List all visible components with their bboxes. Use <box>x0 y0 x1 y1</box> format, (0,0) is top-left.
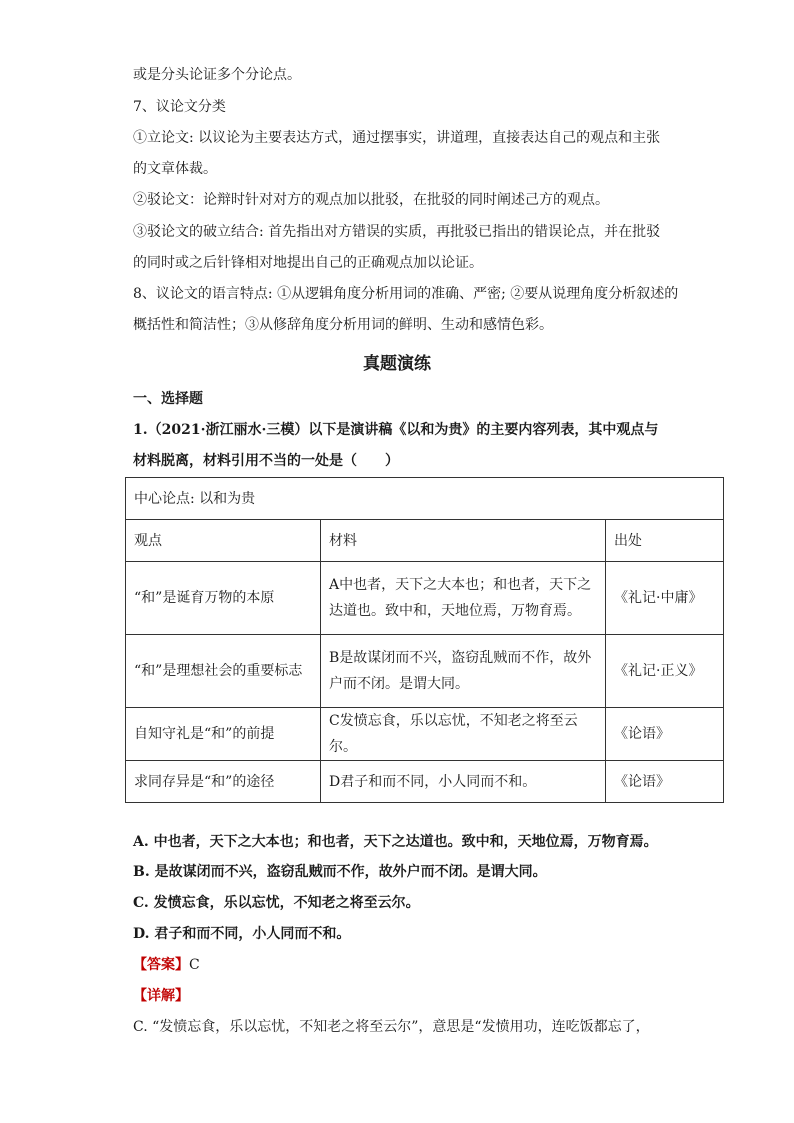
item-8a: 8、议论文的语言特点: ①从逻辑角度分析用词的准确、严密; ②要从说理角度分析叙述的 <box>133 286 679 302</box>
row-view: “和”是理想社会的重要标志 <box>126 635 321 708</box>
row-view: 自知守礼是“和”的前提 <box>126 708 321 761</box>
row-view: 求同存异是“和”的途径 <box>126 761 321 803</box>
subsection-heading: 一、选择题 <box>133 391 203 407</box>
material-line: 户而不闭。是谓大同。 <box>329 676 469 692</box>
section-title: 真题演练 <box>363 354 431 374</box>
header-material: 材料 <box>321 520 606 562</box>
table-title-row <box>126 478 724 520</box>
row-source: 《论语》 <box>606 708 724 761</box>
table-header-row <box>126 520 724 562</box>
material-line: 达道也。致中和，天地位焉，万物育焉。 <box>329 603 581 619</box>
detail-heading: 【详解】 <box>133 988 189 1004</box>
row-material <box>321 635 606 708</box>
option-d: D. 君子和而不同，小人同而不和。 <box>133 926 351 942</box>
material-line: A中也者，天下之大本也；和也者，天下之 <box>329 577 592 593</box>
answer-value: C <box>189 957 200 973</box>
row-source: 《礼记·中庸》 <box>606 562 724 635</box>
row-material: C发愤忘食，乐以忘忧，不知老之将至云尔。 <box>321 708 606 761</box>
table-title: 中心论点: 以和为贵 <box>126 478 724 520</box>
item-8b: 概括性和简洁性；③从修辞角度分析用词的鲜明、生动和感情色彩。 <box>133 317 553 333</box>
item-1a: ①立论文: 以议论为主要表达方式，通过摆事实，讲道理，直接表达自己的观点和主张 <box>133 130 661 146</box>
item-1b: 的文章体裁。 <box>133 161 217 177</box>
answer-label: 【答案】 <box>133 957 189 973</box>
question-line-1: 1.（2021·浙江丽水·三模）以下是演讲稿《以和为贵》的主要内容列表，其中观点与 <box>133 422 659 438</box>
item-3a: ③驳论文的破立结合: 首先指出对方错误的实质，再批驳已指出的错误论点，并在批驳 <box>133 224 661 240</box>
option-c: C. 发愤忘食，乐以忘忧，不知老之将至云尔。 <box>133 895 420 911</box>
option-b: B. 是故谋闭而不兴，盗窃乱贼而不作，故外户而不闭。是谓大同。 <box>133 864 547 880</box>
option-a: A. 中也者，天下之大本也；和也者，天下之达道也。致中和，天地位焉，万物育焉。 <box>133 834 658 850</box>
row-material: D君子和而不同，小人同而不和。 <box>321 761 606 803</box>
table-row <box>126 708 724 761</box>
table-row <box>126 562 724 635</box>
table-row <box>126 761 724 803</box>
item-3b: 的同时或之后针锋相对地提出自己的正确观点加以论证。 <box>133 255 483 271</box>
intro-line-1: 或是分头论证多个分论点。 <box>133 67 301 83</box>
content-table <box>125 477 724 803</box>
header-source: 出处 <box>606 520 724 562</box>
material-line: B是故谋闭而不兴，盗窃乱贼而不作，故外 <box>329 650 592 666</box>
item-2: ②驳论文：论辩时针对对方的观点加以批驳，在批驳的同时阐述己方的观点。 <box>133 192 609 208</box>
header-view: 观点 <box>126 520 321 562</box>
detail-text: C. “发愤忘食，乐以忘忧，不知老之将至云尔”，意思是“发愤用功，连吃饭都忘了， <box>133 1019 650 1035</box>
row-material <box>321 562 606 635</box>
question-line-2: 材料脱离，材料引用不当的一处是（ ） <box>133 453 399 469</box>
answer-line <box>133 955 200 975</box>
row-source: 《论语》 <box>606 761 724 803</box>
row-source: 《礼记·正义》 <box>606 635 724 708</box>
heading-7: 7、议论文分类 <box>133 99 226 115</box>
table-row <box>126 635 724 708</box>
row-view: “和”是诞育万物的本原 <box>126 562 321 635</box>
